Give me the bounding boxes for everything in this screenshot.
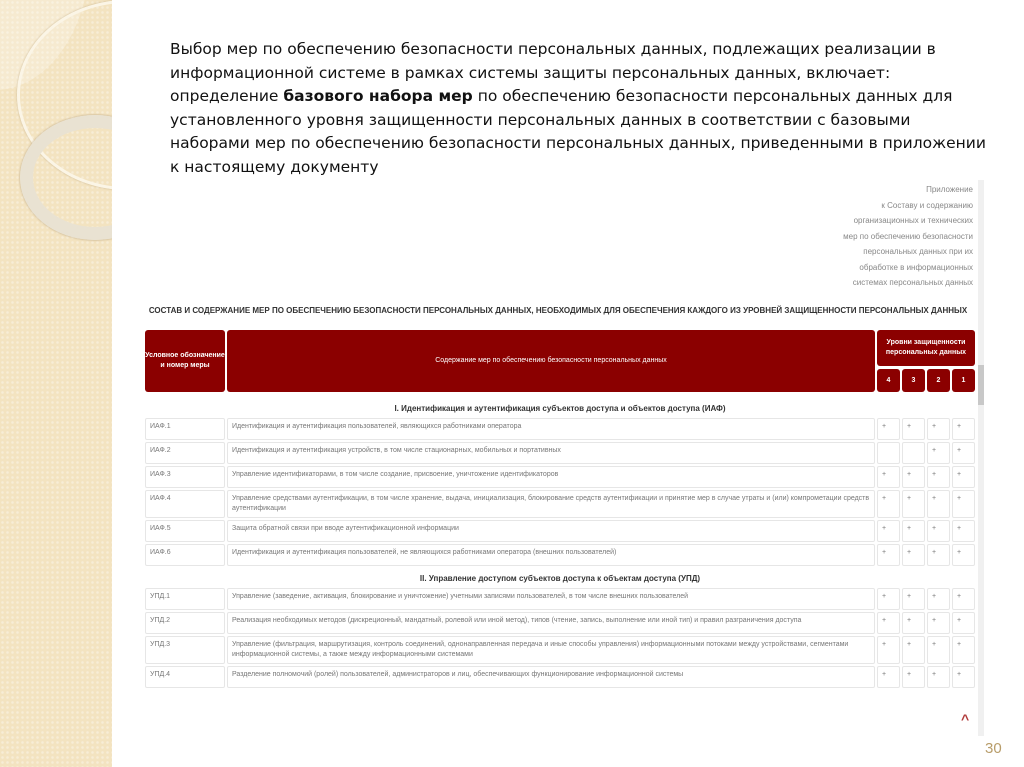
level-mark: + (877, 466, 900, 488)
measure-code: УПД.1 (145, 588, 225, 610)
level-mark (902, 442, 925, 464)
measure-text: Управление (заведение, активация, блокирование и уничтожение) учетными записями пользователей, в том числе внешних пользователей (227, 588, 875, 610)
page-number: 30 (985, 740, 1002, 757)
appendix-note (843, 182, 973, 291)
appendix-line: обработке в информационных (859, 262, 973, 272)
level-mark: + (902, 666, 925, 688)
level-mark: + (927, 666, 950, 688)
level-mark: + (927, 636, 950, 664)
scrollbar-thumb[interactable] (978, 365, 984, 405)
appendix-line: Приложение (926, 185, 973, 194)
intro-paragraph (170, 38, 990, 179)
level-mark: + (877, 666, 900, 688)
level-mark: + (952, 544, 975, 566)
level-mark: + (877, 588, 900, 610)
measure-text: Идентификация и аутентификация устройств, в том числе стационарных, мобильных и портативных (227, 442, 875, 464)
table-row (145, 544, 975, 566)
level-mark: + (952, 636, 975, 664)
measure-code: УПД.4 (145, 666, 225, 688)
level-mark: + (877, 418, 900, 440)
measure-code: ИАФ.2 (145, 442, 225, 464)
measure-code: УПД.2 (145, 612, 225, 634)
level-mark: + (902, 544, 925, 566)
intro-bold-text: базового набора мер (283, 87, 473, 105)
measure-text: Разделение полномочий (ролей) пользователей, администраторов и лиц, обеспечивающих функционирование информационной системы (227, 666, 875, 688)
level-mark: + (877, 544, 900, 566)
level-mark: + (927, 588, 950, 610)
level-mark: + (902, 636, 925, 664)
level-mark: + (952, 490, 975, 518)
header-level-2: 2 (927, 369, 950, 392)
measure-text: Управление (фильтрация, маршрутизация, контроль соединений, однонаправленная передача и иные способы управления) информационными потоками между устройствами, сегментами информационной системы, а также между информационными системами (227, 636, 875, 664)
measure-text: Идентификация и аутентификация пользователей, являющихся работниками оператора (227, 418, 875, 440)
level-mark: + (952, 612, 975, 634)
table-row (145, 466, 975, 488)
appendix-line: системах персональных данных (852, 278, 973, 287)
header-level-4: 4 (877, 369, 900, 392)
scrollbar[interactable] (978, 180, 984, 736)
appendix-line: организационных и технических (853, 216, 973, 225)
header-content: Содержание мер по обеспечению безопасности персональных данных (227, 330, 875, 392)
table-row (145, 666, 975, 688)
level-mark: + (877, 490, 900, 518)
measure-text: Защита обратной связи при вводе аутентификационной информации (227, 520, 875, 542)
measure-code: ИАФ.5 (145, 520, 225, 542)
table-row (145, 418, 975, 440)
measure-text: Реализация необходимых методов (дискреционный, мандатный, ролевой или иной метод), типов (чтение, запись, выполнение или иной тип) и правил разграничения доступа (227, 612, 875, 634)
level-mark: + (927, 466, 950, 488)
level-mark: + (952, 442, 975, 464)
table-row (145, 442, 975, 464)
level-mark: + (952, 666, 975, 688)
intro-text: Выбор мер по обеспечению безопасности персональных данных, подлежащих реализации в информационной системе в рамках системы защиты персональных данных, включает: определение (170, 40, 936, 105)
measure-text: Управление идентификаторами, в том числе создание, присвоение, уничтожение идентификаторов (227, 466, 875, 488)
level-mark: + (927, 612, 950, 634)
level-mark: + (902, 588, 925, 610)
level-mark: + (927, 490, 950, 518)
table-row (145, 636, 975, 664)
table-row (145, 612, 975, 634)
measure-code: ИАФ.4 (145, 490, 225, 518)
level-mark: + (927, 544, 950, 566)
header-level-3: 3 (902, 369, 925, 392)
level-mark: + (902, 490, 925, 518)
header-code: Условное обозначение и номер меры (145, 330, 225, 392)
header-levels: Уровни защищенности персональных данных (877, 330, 975, 366)
level-mark: + (952, 588, 975, 610)
table-title: СОСТАВ И СОДЕРЖАНИЕ МЕР ПО ОБЕСПЕЧЕНИЮ БЕЗОПАСНОСТИ ПЕРСОНАЛЬНЫХ ДАННЫХ, НЕОБХОДИМЫХ ДЛЯ ОБЕСПЕЧЕНИЯ КАЖДОГО ИЗ УРОВНЕЙ ЗАЩИЩЕННОСТИ ПЕРСОНАЛЬНЫХ ДАННЫХ (148, 306, 968, 315)
table-row (145, 520, 975, 542)
header-level-1: 1 (952, 369, 975, 392)
section-title: II. Управление доступом субъектов доступа к объектам доступа (УПД) (419, 574, 701, 583)
measure-text: Управление средствами аутентификации, в том числе хранение, выдача, инициализация, блокирование средств аутентификации и принятие мер в случае утраты и (или) компрометации средств аутентификации (227, 490, 875, 518)
level-mark: + (952, 418, 975, 440)
level-mark: + (902, 466, 925, 488)
appendix-line: мер по обеспечению безопасности (843, 231, 973, 241)
scroll-up-icon[interactable]: ^ (961, 711, 970, 727)
level-mark: + (877, 520, 900, 542)
level-mark: + (927, 418, 950, 440)
level-mark: + (902, 612, 925, 634)
measure-code: ИАФ.3 (145, 466, 225, 488)
level-mark: + (902, 418, 925, 440)
level-mark: + (927, 520, 950, 542)
measure-code: ИАФ.6 (145, 544, 225, 566)
level-mark: + (952, 466, 975, 488)
appendix-line: к Составу и содержанию (881, 200, 973, 210)
level-mark: + (952, 520, 975, 542)
decorative-side-panel (0, 0, 112, 767)
level-mark: + (877, 612, 900, 634)
section-title: I. Идентификация и аутентификация субъектов доступа и объектов доступа (ИАФ) (394, 404, 726, 413)
level-mark: + (927, 442, 950, 464)
intro-text: по обеспечению безопасности персональных данных для установленного уровня защищенности персональных данных в соответствии с базовыми наборами мер по обеспечению безопасности персональных данных, приведенными в приложении к настоящему документу (170, 87, 986, 176)
table-row (145, 490, 975, 518)
level-mark: + (877, 636, 900, 664)
measure-code: ИАФ.1 (145, 418, 225, 440)
measure-code: УПД.3 (145, 636, 225, 664)
table-row (145, 588, 975, 610)
level-mark: + (902, 520, 925, 542)
table-screenshot (145, 180, 987, 736)
level-mark (877, 442, 900, 464)
table-body (145, 398, 975, 690)
measure-text: Идентификация и аутентификация пользователей, не являющихся работниками оператора (внешних пользователей) (227, 544, 875, 566)
appendix-line: персональных данных при их (863, 247, 973, 256)
